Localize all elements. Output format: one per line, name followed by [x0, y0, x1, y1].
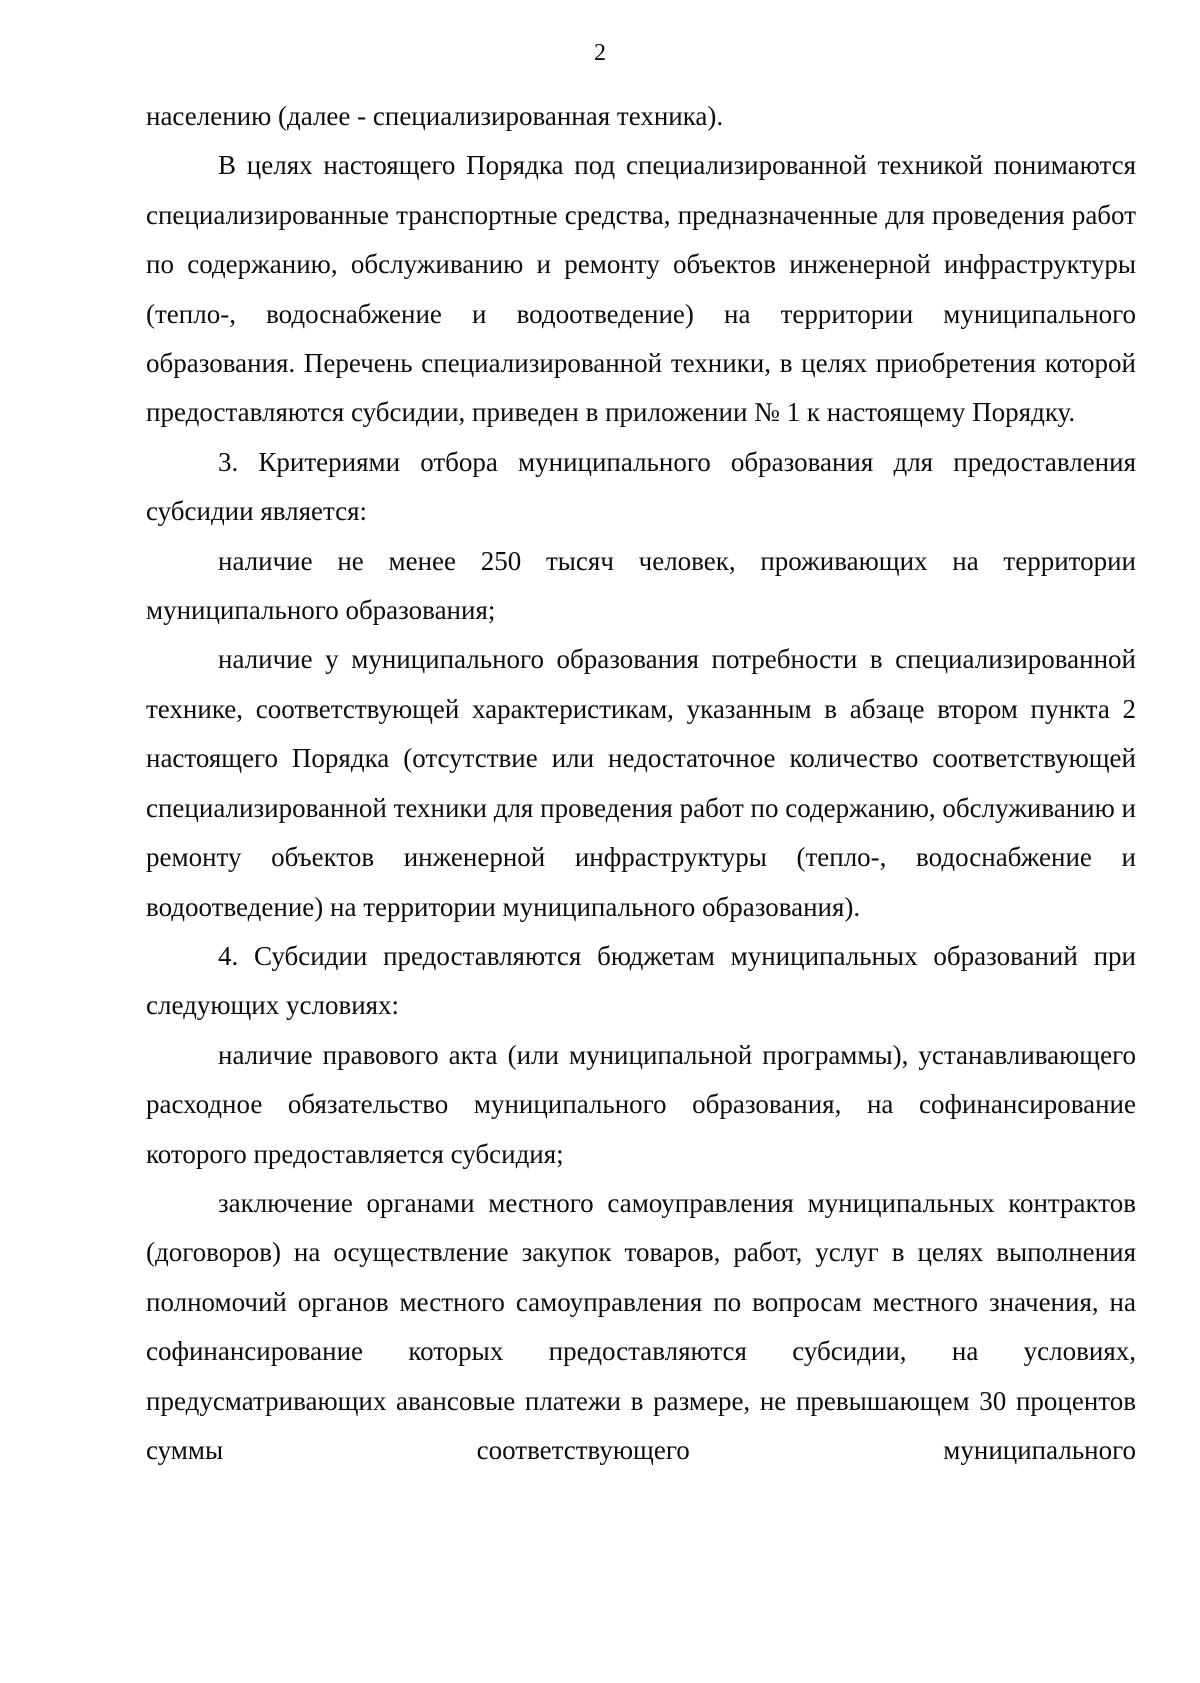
- paragraph-selection-criteria: 3. Критериями отбора муниципального образования для предоставления субсидии является:: [146, 446, 1136, 527]
- paragraph-condition-contracts: заключение органами местного самоуправления муниципальных контрактов (договоров) на осуществление закупок товаров, работ, услуг в целях выполнения полномочий органов местного самоуправления по вопросам местного значения, на софинансирование которых предоставляются субсидии, на условиях, предусматривающих авансовые платежи в размере, не превышающем 30 процентов суммы соответствующего муниципального: [146, 1187, 1136, 1465]
- paragraph-criterion-population: наличие не менее 250 тысяч человек, проживающих на территории муниципального образования;: [146, 545, 1136, 626]
- paragraph-subsidy-conditions: 4. Субсидии предоставляются бюджетам муниципальных образований при следующих условиях:: [146, 940, 1136, 1021]
- paragraph-criterion-equipment-need: наличие у муниципального образования потребности в специализированной технике, соответствующей характеристикам, указанным в абзаце втором пункта 2 настоящего Порядка (отсутствие или недостаточное количество соответствующей специализированной техники для проведения работ по содержанию, обслуживанию и ремонту объектов инженерной инфраструктуры (тепло-, водоснабжение и водоотведение) на территории муниципального образования).: [146, 644, 1136, 922]
- document-body: [146, 92, 1136, 1475]
- paragraph-specialized-equipment-definition: В целях настоящего Порядка под специализированной техникой понимаются специализированные транспортные средства, предназначенные для проведения работ по содержанию, обслуживанию и ремонту объектов инженерной инфраструктуры (тепло-, водоснабжение и водоотведение) на территории муниципального образования. Перечень специализированной техники, в целях приобретения которой предоставляются субсидии, приведен в приложении № 1 к настоящему Порядку.: [146, 150, 1136, 428]
- paragraph-continuation: населению (далее - специализированная техника).: [146, 101, 724, 131]
- page-number: 2: [594, 40, 606, 66]
- paragraph-condition-legal-act: наличие правового акта (или муниципальной программы), устанавливающего расходное обязательство муниципального образования, на софинансирование которого предоставляется субсидия;: [146, 1039, 1136, 1169]
